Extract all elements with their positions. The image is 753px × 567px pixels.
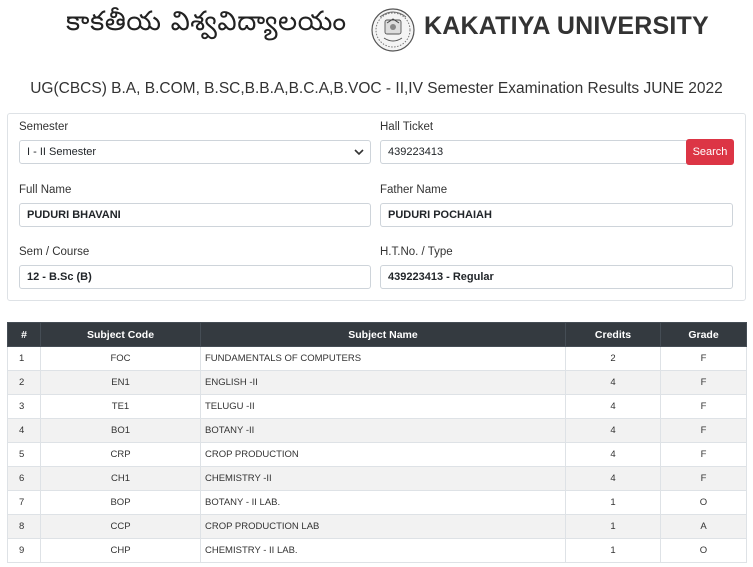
subject-code: TE1 [41,395,201,419]
hall-ticket-input[interactable]: 439223413 [380,140,687,164]
father-name-field: PUDURI POCHAIAH [380,203,733,227]
subject-code: BOP [41,491,201,515]
subject-name: ENGLISH -II [201,371,566,395]
grade: O [661,539,747,563]
university-name-telugu: కాకతీయ విశ్వవిద్యాలయం [66,6,347,37]
credits: 1 [566,491,661,515]
search-button[interactable]: Search [686,139,734,165]
htno-type-label: H.T.No. / Type [380,246,453,258]
htno-type-field: 439223413 - Regular [380,265,733,289]
table-row [8,395,747,419]
subject-code: CRP [41,443,201,467]
grade: F [661,443,747,467]
subject-name: CHEMISTRY -II [201,467,566,491]
table-row [8,419,747,443]
grade: F [661,419,747,443]
father-name-label: Father Name [380,184,448,196]
col-header-credits: Credits [566,323,661,347]
results-table [7,322,747,563]
credits: 2 [566,347,661,371]
row-index: 7 [8,491,41,515]
subject-name: FUNDAMENTALS OF COMPUTERS [201,347,566,371]
row-index: 5 [8,443,41,467]
table-row [8,347,747,371]
row-index: 4 [8,419,41,443]
col-header-subject-name: Subject Name [201,323,566,347]
credits: 4 [566,419,661,443]
results-header-row [8,323,747,347]
table-row [8,371,747,395]
sem-course-label: Sem / Course [19,246,90,258]
subject-name: TELUGU -II [201,395,566,419]
table-row [8,515,747,539]
credits: 4 [566,395,661,419]
table-row [8,491,747,515]
table-row [8,539,747,563]
row-index: 3 [8,395,41,419]
subject-name: CROP PRODUCTION LAB [201,515,566,539]
exam-title: UG(CBCS) B.A, B.COM, B.SC,B.B.A,B.C.A,B.VOC - II,IV Semester Examination Results JUNE 2022 [30,80,723,97]
sem-course-field: 12 - B.Sc (B) [19,265,371,289]
subject-name: CHEMISTRY - II LAB. [201,539,566,563]
subject-code: EN1 [41,371,201,395]
credits: 4 [566,371,661,395]
row-index: 8 [8,515,41,539]
subject-name: BOTANY - II LAB. [201,491,566,515]
credits: 4 [566,467,661,491]
hall-ticket-label: Hall Ticket [380,121,434,133]
search-form [7,113,746,301]
full-name-field: PUDURI BHAVANI [19,203,371,227]
subject-code: CCP [41,515,201,539]
chevron-down-icon [354,147,364,157]
university-name-english: KAKATIYA UNIVERSITY [424,12,709,40]
row-index: 2 [8,371,41,395]
full-name-label: Full Name [19,184,72,196]
col-header-index: # [8,323,41,347]
subject-code: CHP [41,539,201,563]
row-index: 1 [8,347,41,371]
page-header [0,0,753,56]
row-index: 9 [8,539,41,563]
col-header-grade: Grade [661,323,747,347]
table-row [8,467,747,491]
grade: F [661,395,747,419]
row-index: 6 [8,467,41,491]
semester-select[interactable] [19,140,371,164]
grade: O [661,491,747,515]
subject-name: CROP PRODUCTION [201,443,566,467]
university-emblem-icon [370,5,416,53]
subject-name: BOTANY -II [201,419,566,443]
grade: F [661,371,747,395]
grade: F [661,467,747,491]
col-header-subject-code: Subject Code [41,323,201,347]
grade: A [661,515,747,539]
subject-code: CH1 [41,467,201,491]
semester-select-value: I - II Semester [27,146,97,158]
credits: 1 [566,539,661,563]
credits: 1 [566,515,661,539]
credits: 4 [566,443,661,467]
table-row [8,443,747,467]
subject-code: BO1 [41,419,201,443]
semester-label: Semester [19,121,69,133]
subject-code: FOC [41,347,201,371]
grade: F [661,347,747,371]
